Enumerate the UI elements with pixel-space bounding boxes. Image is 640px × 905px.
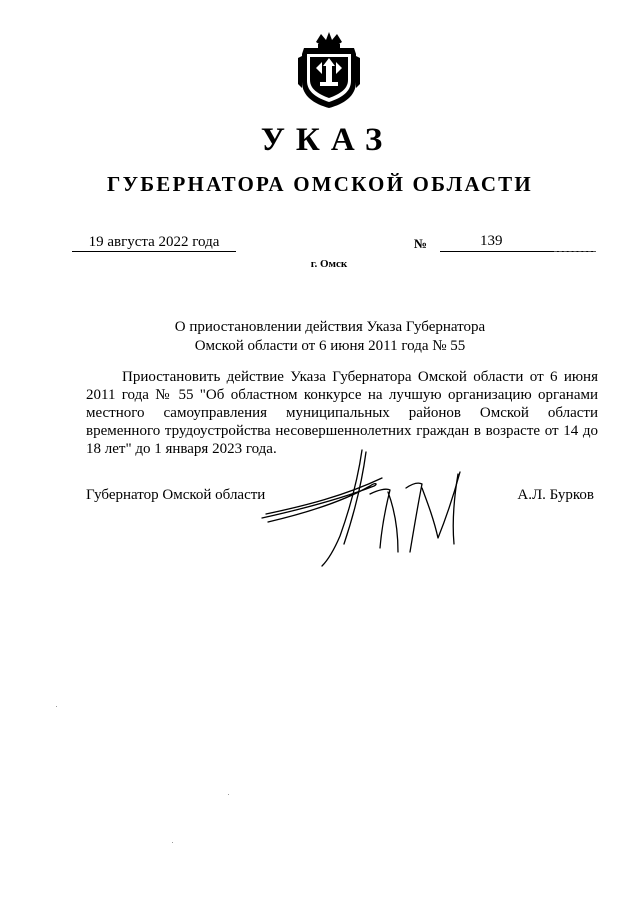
document-number: 139 (480, 233, 503, 249)
document-title: УКАЗ (260, 122, 394, 158)
handwritten-signature (258, 448, 468, 568)
signatory-position: Губернатор Омской области (86, 487, 266, 503)
heading-line-2: Омской области от 6 июня 2011 года № 55 (194, 338, 466, 354)
document-date: 19 августа 2022 года (72, 233, 236, 252)
scan-artifact (56, 706, 57, 707)
document-number-field (414, 233, 596, 252)
signatory-name: А.Л. Бурков (517, 487, 594, 503)
scan-artifact (228, 794, 229, 795)
coat-of-arms-icon (294, 28, 364, 110)
document-body: Приостановить действие Указа Губернатора Омской области от 6 июня 2011 года № 55 "Об областном конкурсе на лучшую организацию органами местного самоуправления муниципальных районов Омской области временного трудоустройства несовершеннолетних граждан в возрасте от 14 до 18 лет" до 1 января 2023 года. (86, 369, 598, 457)
heading-line-1: О приостановлении действия Указа Губернатора (174, 319, 486, 335)
scan-artifact (172, 842, 173, 843)
number-sign: № (414, 236, 428, 251)
number-underline-dashed (554, 251, 596, 252)
document-heading (100, 318, 560, 356)
document-city: г. Омск (310, 258, 348, 270)
document-subtitle: ГУБЕРНАТОРА ОМСКОЙ ОБЛАСТИ (107, 172, 533, 196)
